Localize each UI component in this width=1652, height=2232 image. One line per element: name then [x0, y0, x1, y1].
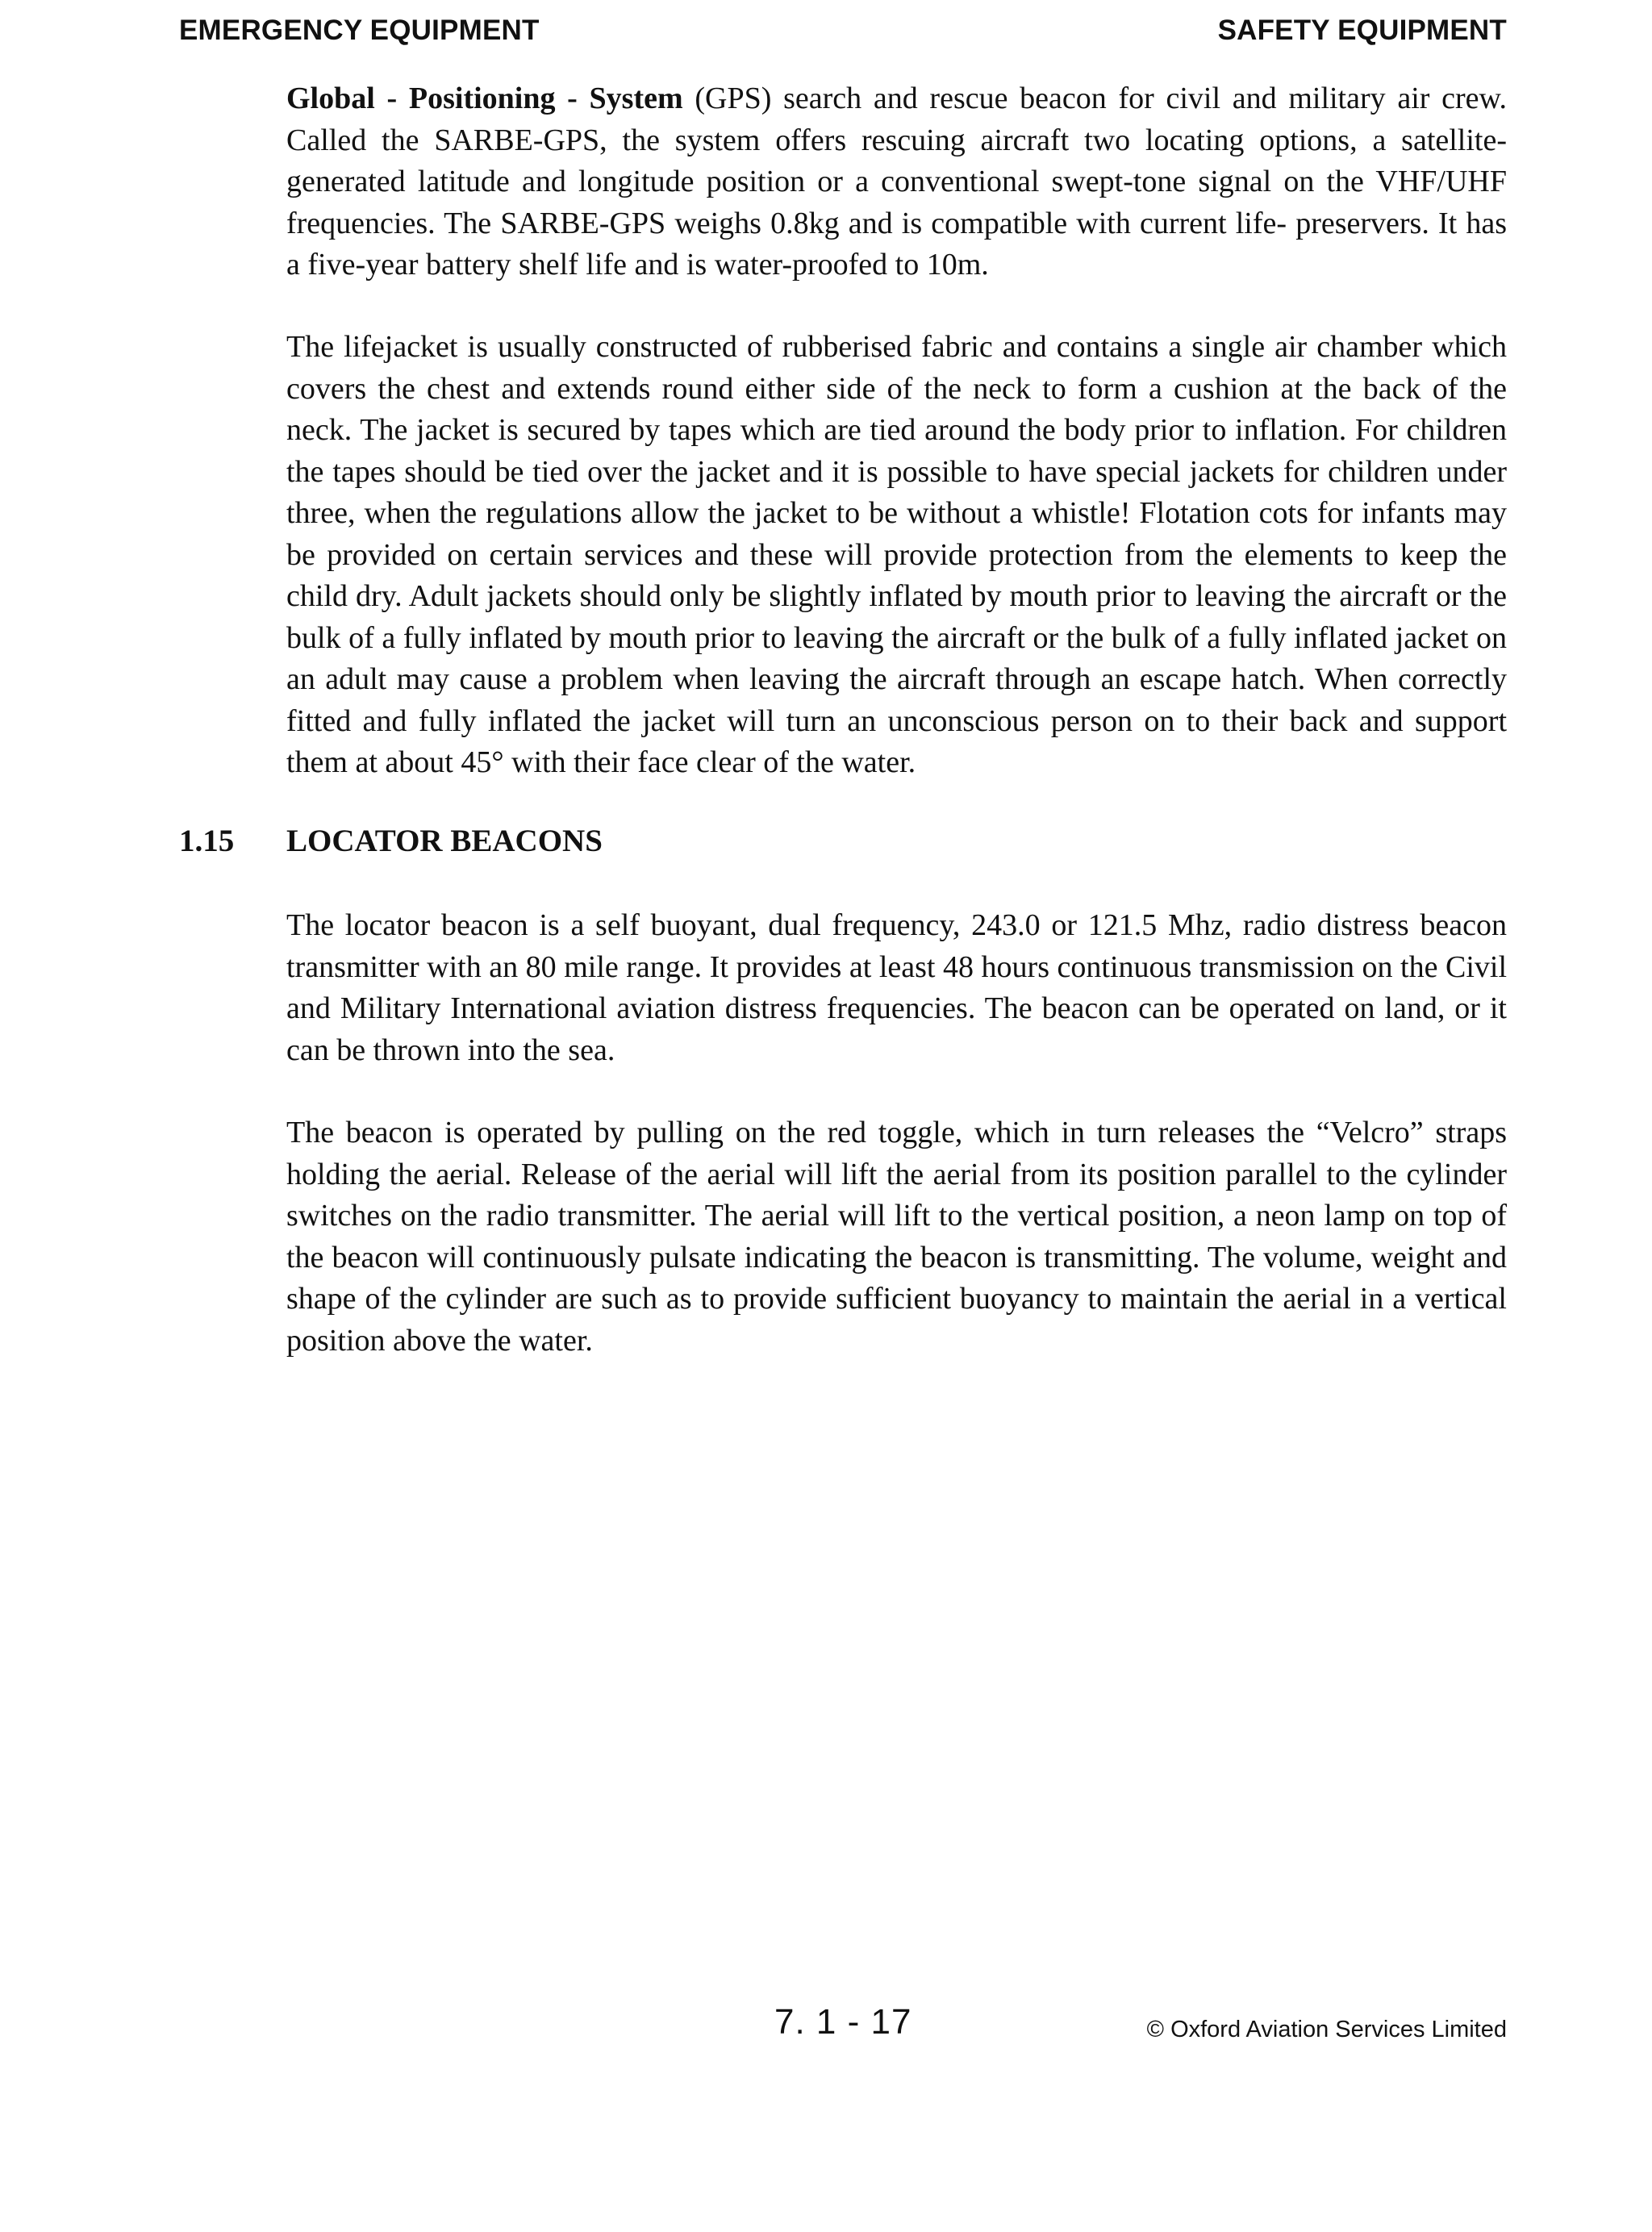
copyright-notice: © Oxford Aviation Services Limited [1146, 2017, 1507, 2042]
paragraph-sarbe-gps [286, 78, 1507, 286]
paragraph-text: (GPS) search and rescue beacon for civil and military air crew. Called the SARBE-GPS, the system offers rescuing aircraft two locating options, a satellite-generated latitude and longitude position or a conventional swept-tone signal on the VHF/UHF frequencies. The SARBE-GPS weighs 0.8kg and is compatible with current life- preservers. It has a five-year battery shelf life and is water-proofed to 10m. [286, 81, 1507, 282]
paragraph-lead-term: Global - Positioning - System [286, 81, 683, 115]
section-title: LOCATOR BEACONS [286, 824, 603, 858]
header-section-title: SAFETY EQUIPMENT [1217, 15, 1507, 46]
paragraph-beacon-operation: The beacon is operated by pulling on the red toggle, which in turn releases the “Velcro” straps holding the aerial. Release of the aerial will lift the aerial from its position parallel to the cylinder switches on the radio transmitter. The aerial will lift to the vertical position, a neon lamp on top of the beacon will continuously pulsate indicating the beacon is transmitting. The volume, weight and shape of the cylinder are such as to provide sufficient buoyancy to maintain the aerial in a vertical position above the water. [286, 1116, 1507, 1358]
paragraph-lifejacket: The lifejacket is usually constructed of rubberised fabric and contains a single air chamber which covers the chest and extends round either side of the neck to form a cushion at the back of the neck. The jacket is secured by tapes which are tied around the body prior to inflation. For children the tapes should be tied over the jacket and it is possible to have special jackets for children under three, when the regulations allow the jacket to be without a whistle! Flotation cots for infants may be provided on certain services and these will provide protection from the elements to keep the child dry. Adult jackets should only be slightly inflated by mouth prior to leaving the aircraft or the bulk of a fully inflated by mouth prior to leaving the aircraft or the bulk of a fully inflated jacket on an adult may cause a problem when leaving the aircraft through an escape hatch. When correctly fitted and fully inflated the jacket will turn an unconscious person on to their back and support them at about 45° with their face clear of the water. [286, 330, 1507, 779]
header-chapter-title: EMERGENCY EQUIPMENT [179, 15, 540, 46]
running-header [179, 15, 1507, 55]
section-number: 1.15 [179, 824, 235, 858]
paragraph-locator-beacon: The locator beacon is a self buoyant, dual frequency, 243.0 or 121.5 Mhz, radio distress beacon transmitter with an 80 mile range. It provides at least 48 hours continuous transmission on the Civil and Military International aviation distress frequencies. The beacon can be operated on land, or it can be thrown into the sea. [286, 908, 1507, 1067]
page-number: 7. 1 - 17 [774, 2002, 912, 2042]
